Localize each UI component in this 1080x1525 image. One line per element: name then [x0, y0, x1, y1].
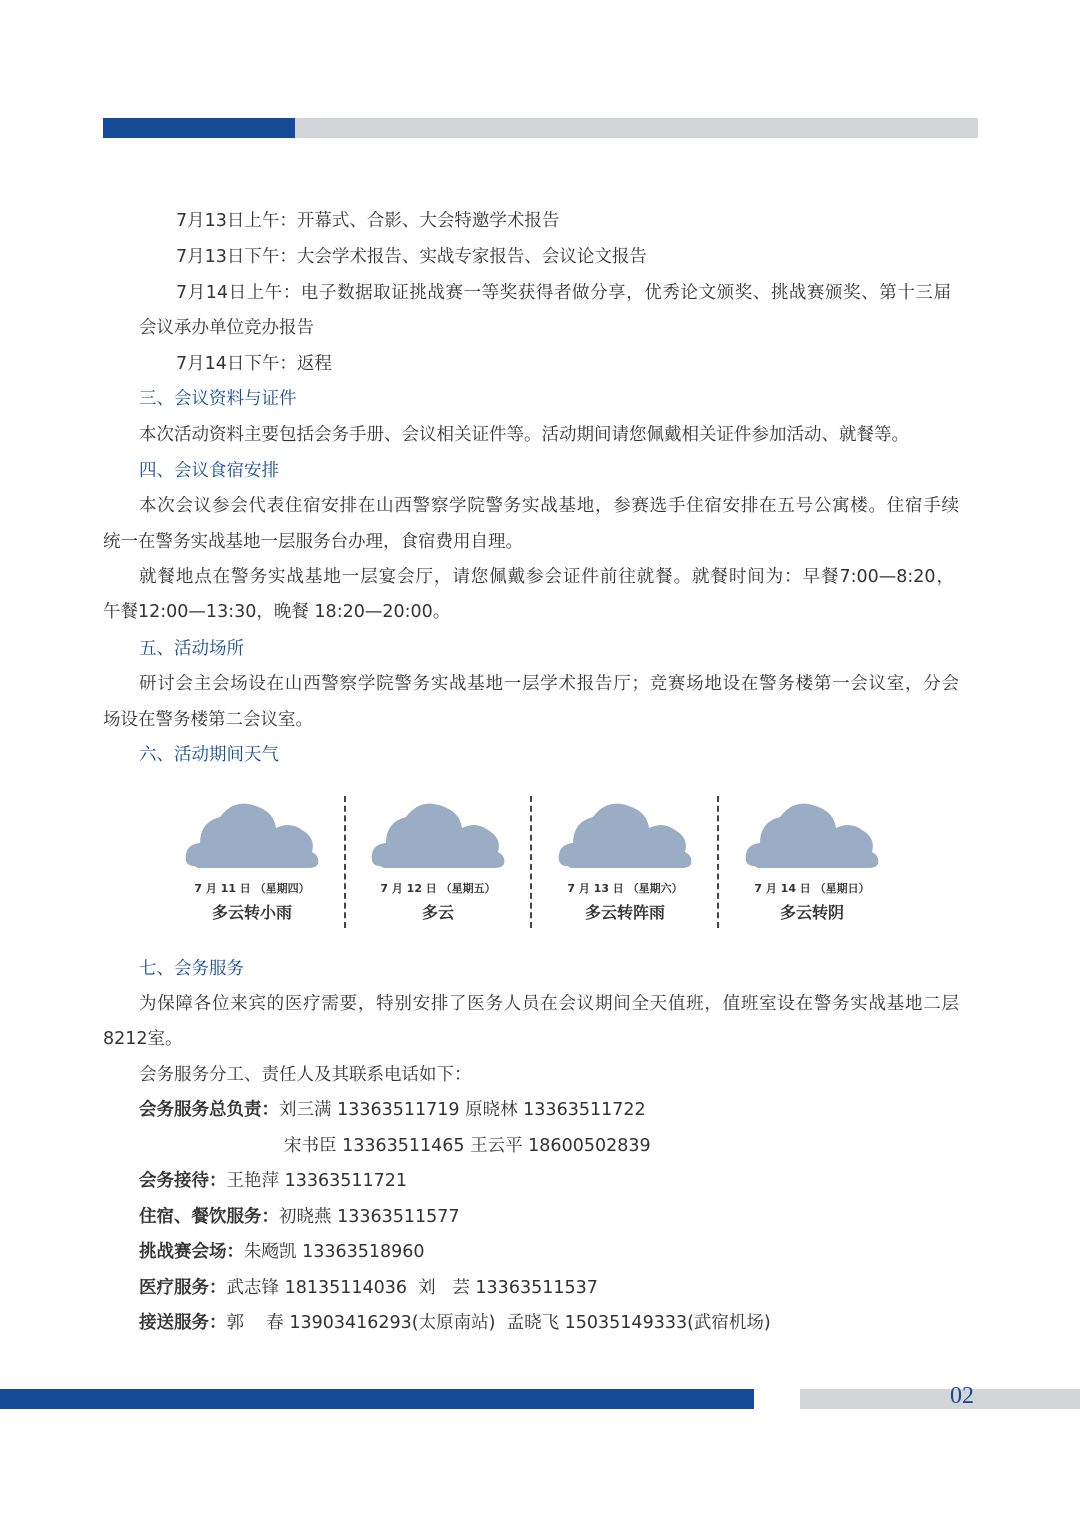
weather-divider	[530, 796, 532, 928]
weather-day-2	[368, 800, 508, 930]
weather-day-3	[555, 800, 695, 930]
weather-date: 7 月 14 日 （星期日）	[754, 882, 870, 895]
page-number: 02	[950, 1383, 974, 1409]
section-body-materials: 本次活动资料主要包括会务手册、会议相关证件等。活动期间请您佩戴相关证件参加活动、就餐等。	[139, 425, 909, 445]
contact-row-general: 会务服务总负责：刘三满 13363511719 原晓林 13363511722	[139, 1100, 646, 1120]
weather-date: 7 月 11 日 （星期四）	[194, 882, 310, 895]
cloud-icon	[744, 800, 880, 872]
schedule-item-3: 7月14日上午：电子数据取证挑战赛一等奖获得者做分享，优秀论文颁奖、挑战赛颁奖、第十三届	[176, 283, 951, 303]
schedule-item-1: 7月13日上午：开幕式、合影、大会特邀学术报告	[176, 211, 560, 231]
section-heading-services: 七、会务服务	[139, 959, 244, 979]
weather-condition: 多云转阴	[779, 903, 844, 922]
weather-condition: 多云转小雨	[211, 903, 292, 922]
schedule-item-4: 7月14日下午：返程	[176, 354, 332, 374]
section-heading-lodging: 四、会议食宿安排	[139, 461, 279, 481]
weather-day-4	[742, 800, 882, 930]
cloud-icon	[557, 800, 693, 872]
services-paragraph-line2: 8212室。	[103, 1029, 183, 1049]
cloud-icon	[370, 800, 506, 872]
weather-day-1	[182, 800, 322, 930]
header-bar-accent	[103, 118, 295, 138]
weather-divider	[717, 796, 719, 928]
weather-condition: 多云	[421, 903, 454, 922]
schedule-item-3-cont: 会议承办单位竞办报告	[139, 318, 314, 338]
section-heading-venue: 五、活动场所	[139, 639, 244, 659]
contact-row-transport: 接送服务：郭 春 13903416293(太原南站) 孟晓飞 15035149333(武宿机场)	[139, 1313, 771, 1333]
weather-divider	[344, 796, 346, 928]
dining-paragraph-line1: 就餐地点在警务实战基地一层宴会厅，请您佩戴参会证件前往就餐。就餐时间为：早餐7:00—8:20，	[139, 567, 954, 587]
services-intro: 会务服务分工、责任人及其联系电话如下：	[139, 1065, 472, 1085]
venue-paragraph-line2: 场设在警务楼第二会议室。	[103, 710, 313, 730]
lodging-paragraph-line2: 统一在警务实战基地一层服务台办理，食宿费用自理。	[103, 532, 523, 552]
weather-date: 7 月 13 日 （星期六）	[567, 882, 683, 895]
section-heading-weather: 六、活动期间天气	[139, 745, 279, 765]
weather-date: 7 月 12 日 （星期五）	[380, 882, 496, 895]
footer-bar-accent	[0, 1389, 754, 1409]
dining-paragraph-line2: 午餐12:00—13:30，晚餐 18:20—20:00。	[103, 602, 451, 622]
contact-row-competition: 挑战赛会场：朱飏凯 13363518960	[139, 1242, 425, 1262]
services-paragraph-line1: 为保障各位来宾的医疗需要，特别安排了医务人员在会议期间全天值班，值班室设在警务实战基地二层	[139, 994, 959, 1014]
cloud-icon	[184, 800, 320, 872]
schedule-item-2: 7月13日下午：大会学术报告、实战专家报告、会议论文报告	[176, 247, 647, 267]
venue-paragraph-line1: 研讨会主会场设在山西警察学院警务实战基地一层学术报告厅；竞赛场地设在警务楼第一会议室，分会	[139, 674, 959, 694]
contact-row-general-cont: 宋书臣 13363511465 王云平 18600502839	[284, 1136, 651, 1156]
contact-row-medical: 医疗服务：武志锋 18135114036 刘 芸 13363511537	[139, 1278, 598, 1298]
contact-row-reception: 会务接待：王艳萍 13363511721	[139, 1171, 408, 1191]
lodging-paragraph-line1: 本次会议参会代表住宿安排在山西警察学院警务实战基地，参赛选手住宿安排在五号公寓楼。住宿手续	[139, 496, 959, 516]
section-heading-materials: 三、会议资料与证件	[139, 389, 297, 409]
header-bar-gray	[295, 118, 978, 138]
contact-row-lodging: 住宿、餐饮服务：初晓燕 13363511577	[139, 1207, 460, 1227]
weather-condition: 多云转阵雨	[584, 903, 665, 922]
